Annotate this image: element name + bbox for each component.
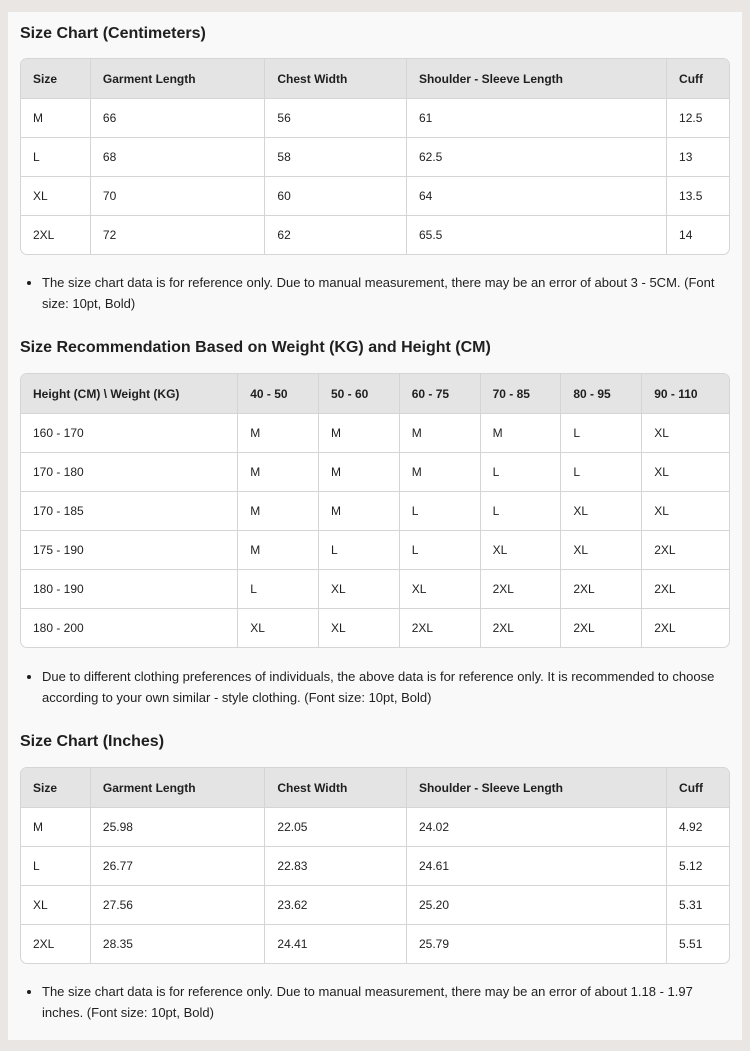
column-header: 40 - 50 [238,374,319,413]
table-cell: 2XL [400,608,481,647]
table-cell: M [481,413,562,452]
column-header: Garment Length [91,59,266,98]
table-cell: M [21,98,91,137]
column-header: 60 - 75 [400,374,481,413]
header-row [21,374,729,413]
table-cell: 28.35 [91,924,266,963]
table-cell: M [400,413,481,452]
note-cm-text: • The size chart data is for reference only. Due to manual measurement, there may be an error of about 3 - 5CM. (Font size: 10pt, Bold) [42,272,720,314]
table-cell: 2XL [642,608,729,647]
section-title-recommend: Size Recommendation Based on Weight (KG) and Height (CM) [20,339,491,356]
column-header: Shoulder - Sleeve Length [407,768,667,807]
table-cell: 56 [265,98,407,137]
section-title-cm: Size Chart (Centimeters) [20,25,206,42]
table-cell: 24.41 [265,924,407,963]
table-row [21,807,729,846]
table-cell: M [238,491,319,530]
table-cell: 2XL [481,569,562,608]
table-cell: 24.61 [407,846,667,885]
table-row [21,885,729,924]
table-cell: M [319,452,400,491]
table-cell: L [21,137,91,176]
column-header: 90 - 110 [642,374,729,413]
table-cell: 160 - 170 [21,413,238,452]
table-cell: L [319,530,400,569]
table-cell: L [481,491,562,530]
table-cell: 62 [265,215,407,254]
table-cell: L [561,452,642,491]
table-cell: XL [642,413,729,452]
table-cell: 13 [667,137,729,176]
table-row [21,98,729,137]
table-row [21,215,729,254]
table-cell: 65.5 [407,215,667,254]
column-header: Size [21,59,91,98]
column-header: Height (CM) \ Weight (KG) [21,374,238,413]
table-cell: 66 [91,98,266,137]
table-cell: 22.83 [265,846,407,885]
table-cell: 64 [407,176,667,215]
table-cell: L [481,452,562,491]
table-cell: M [238,452,319,491]
table-cell: XL [21,885,91,924]
table-cell: 24.02 [407,807,667,846]
table-cell: 13.5 [667,176,729,215]
table-row [21,846,729,885]
table-cell: 72 [91,215,266,254]
column-header: Chest Width [265,59,407,98]
table-cell: XL [561,530,642,569]
table-cell: 2XL [481,608,562,647]
table-cell: 27.56 [91,885,266,924]
table-cell: 2XL [561,569,642,608]
size-chart-cm-table [20,58,730,255]
table-cell: 2XL [642,569,729,608]
section-title-inches: Size Chart (Inches) [20,733,165,750]
table-cell: M [400,452,481,491]
table-cell: XL [238,608,319,647]
table-cell: 60 [265,176,407,215]
column-header: Size [21,768,91,807]
column-header: Cuff [667,768,729,807]
table-row [21,491,729,530]
table-cell: 68 [91,137,266,176]
note-inches-text: • The size chart data is for reference only. Due to manual measurement, there may be an error of about 1.18 - 1.97 inches. (Font size: 10pt, Bold) [42,981,720,1023]
size-recommendation-table [20,373,730,648]
table-cell: 23.62 [265,885,407,924]
note-inches [20,981,720,1023]
size-chart-inches-table [20,767,730,964]
table-cell: XL [642,452,729,491]
table-cell: M [238,530,319,569]
table-row [21,530,729,569]
table-row [21,137,729,176]
table-cell: L [400,491,481,530]
table-cell: 2XL [21,215,91,254]
table-cell: 5.31 [667,885,729,924]
table-cell: XL [319,569,400,608]
table-cell: 25.98 [91,807,266,846]
table-cell: 5.12 [667,846,729,885]
table-cell: L [238,569,319,608]
header-row [21,59,729,98]
table-cell: 175 - 190 [21,530,238,569]
table-cell: 2XL [21,924,91,963]
size-guide-page [8,12,742,1040]
table-cell: 25.20 [407,885,667,924]
table-row [21,569,729,608]
column-header: 50 - 60 [319,374,400,413]
table-cell: 14 [667,215,729,254]
table-cell: 180 - 200 [21,608,238,647]
table-cell: XL [21,176,91,215]
note-cm [20,272,720,314]
table-cell: L [21,846,91,885]
table-cell: 61 [407,98,667,137]
column-header: 70 - 85 [481,374,562,413]
table-cell: 22.05 [265,807,407,846]
table-row [21,413,729,452]
table-row [21,924,729,963]
table-cell: 4.92 [667,807,729,846]
table-cell: 180 - 190 [21,569,238,608]
table-cell: XL [481,530,562,569]
table-row [21,452,729,491]
header-row [21,768,729,807]
table-cell: 2XL [642,530,729,569]
table-cell: 62.5 [407,137,667,176]
table-cell: M [21,807,91,846]
table-cell: 170 - 185 [21,491,238,530]
table-cell: M [238,413,319,452]
table-cell: L [400,530,481,569]
table-cell: 2XL [561,608,642,647]
note-recommend-text: • Due to different clothing preferences of individuals, the above data is for reference only. It is recommended to choose according to your own similar - style clothing. (Font size: 10pt, Bold) [42,666,720,708]
table-cell: XL [319,608,400,647]
table-cell: M [319,413,400,452]
table-cell: 12.5 [667,98,729,137]
note-recommend [20,666,720,708]
table-cell: 26.77 [91,846,266,885]
column-header: Chest Width [265,768,407,807]
table-cell: XL [561,491,642,530]
table-cell: XL [400,569,481,608]
table-cell: 70 [91,176,266,215]
table-cell: L [561,413,642,452]
table-row [21,608,729,647]
column-header: Garment Length [91,768,266,807]
table-cell: 5.51 [667,924,729,963]
column-header: Shoulder - Sleeve Length [407,59,667,98]
column-header: Cuff [667,59,729,98]
table-cell: 25.79 [407,924,667,963]
table-cell: M [319,491,400,530]
table-cell: 170 - 180 [21,452,238,491]
column-header: 80 - 95 [561,374,642,413]
table-row [21,176,729,215]
table-cell: 58 [265,137,407,176]
table-cell: XL [642,491,729,530]
